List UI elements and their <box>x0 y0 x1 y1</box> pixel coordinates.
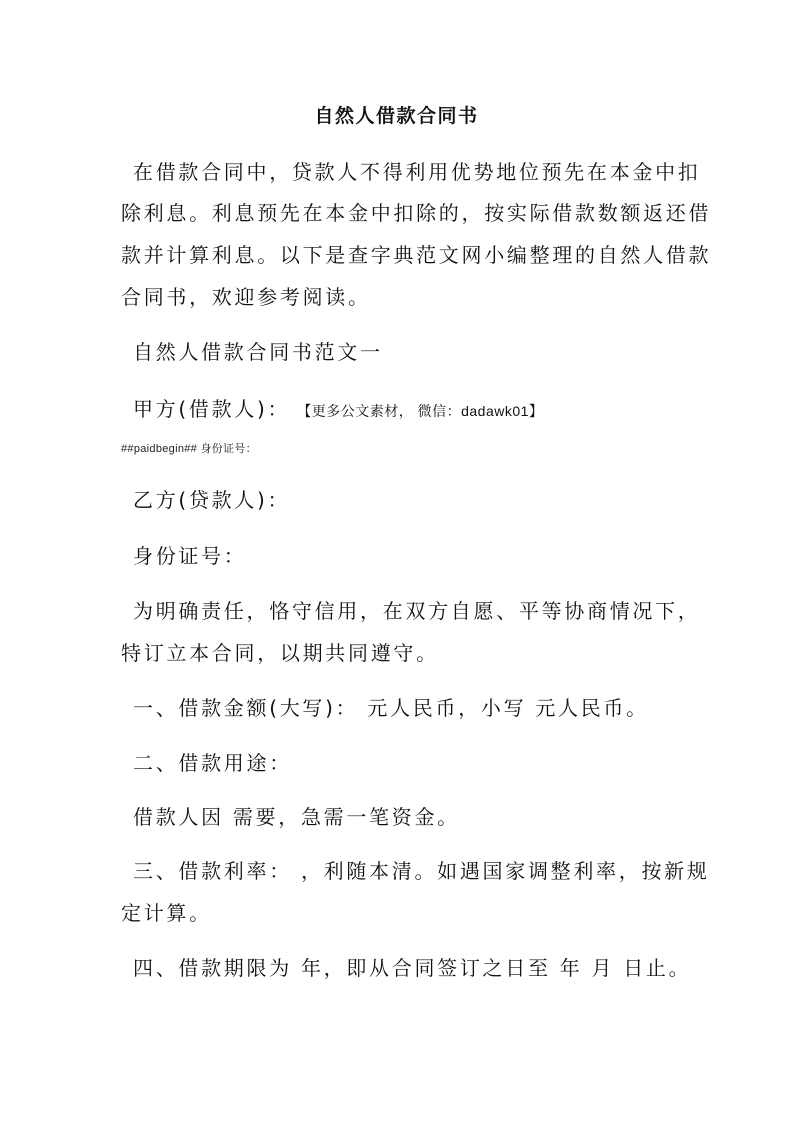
clause-1-loan-amount: 一、借款金额(大写)： 元人民币，小写 元人民币。 <box>133 696 649 720</box>
purpose-line-1: 为明确责任，恪守信用，在双方自愿、平等协商情况下， <box>133 599 701 623</box>
clause-3-line-2: 定计算。 <box>121 901 212 925</box>
purpose-line-2: 特订立本合同，以期共同遵守。 <box>121 641 439 665</box>
clause-2-detail: 借款人因 需要，急需一笔资金。 <box>133 805 460 829</box>
party-a-label: 甲方(借款人)： <box>133 397 291 421</box>
promo-note: 【更多公文素材， 微信：dadawk01】 <box>304 403 544 419</box>
intro-line-1: 在借款合同中，贷款人不得利用优势地位预先在本金中扣 <box>133 160 701 184</box>
party-a-line <box>133 397 543 423</box>
clause-4-loan-term: 四、借款期限为 年，即从合同签订之日至 年 月 日止。 <box>133 956 692 980</box>
party-b-label: 乙方(贷款人)： <box>133 488 291 512</box>
clause-2-loan-purpose: 二、借款用途： <box>133 751 292 775</box>
id-number-label: 身份证号： <box>133 544 247 568</box>
intro-line-4: 合同书，欢迎参考阅读。 <box>121 285 371 309</box>
document-title: 自然人借款合同书 <box>314 105 479 127</box>
paid-marker: ##paidbegin## 身份证号： <box>121 443 257 455</box>
intro-line-3: 款并计算利息。以下是查字典范文网小编整理的自然人借款 <box>121 243 712 267</box>
intro-line-2: 除利息。利息预先在本金中扣除的，按实际借款数额返还借 <box>121 201 712 225</box>
section-heading: 自然人借款合同书范文一 <box>133 340 383 364</box>
clause-3-line-1: 三、借款利率： ，利随本清。如遇国家调整利率，按新规 <box>133 859 710 883</box>
